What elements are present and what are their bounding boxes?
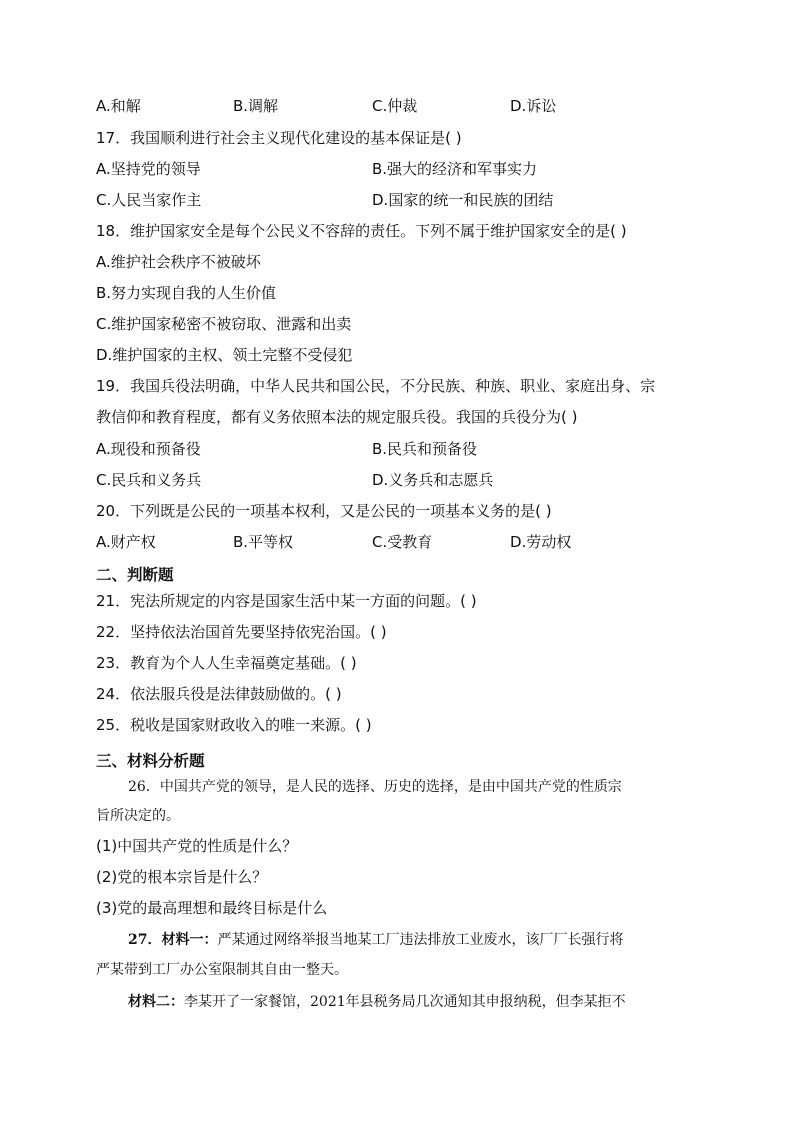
q23-item: 23．教育为个人人生幸福奠定基础。( )	[96, 654, 357, 672]
q27-material2-text: 李某开了一家餐馆，2021年县税务局几次通知其申报纳税，但李某拒不	[184, 994, 626, 1010]
q20-option-c: C.受教育	[372, 533, 433, 551]
q17-option-a: A.坚持党的领导	[96, 160, 201, 178]
q19-option-b: B.民兵和预备役	[372, 440, 478, 458]
q21-item: 21．宪法所规定的内容是国家生活中某一方面的问题。( )	[96, 592, 477, 610]
q19-option-a: A.现役和预备役	[96, 440, 201, 458]
q17-option-b: B.强大的经济和军事实力	[372, 160, 538, 178]
q20-option-b: B.平等权	[233, 533, 294, 551]
q18-option-d: D.维护国家的主权、领土完整不受侵犯	[96, 346, 353, 364]
q19-stem-line1: 19．我国兵役法明确，中华人民共和国公民，不分民族、种族、职业、家庭出身、宗	[96, 377, 656, 395]
q17-option-d: D.国家的统一和民族的团结	[372, 191, 554, 209]
q20-option-a: A.财产权	[96, 533, 156, 551]
q26-question-2: (2)党的根本宗旨是什么？	[96, 868, 268, 886]
q19-option-d: D.义务兵和志愿兵	[372, 471, 494, 489]
q20-option-d: D.劳动权	[510, 533, 572, 551]
q17-stem: 17．我国顺利进行社会主义现代化建设的基本保证是( )	[96, 129, 462, 147]
q24-item: 24．依法服兵役是法律鼓励做的。( )	[96, 685, 342, 703]
q18-option-c: C.维护国家秘密不被窃取、泄露和出卖	[96, 315, 352, 333]
q26-question-3: (3)党的最高理想和最终目标是什么	[96, 899, 328, 917]
q26-material-line1: 26．中国共产党的领导，是人民的选择、历史的选择，是由中国共产党的性质宗	[128, 779, 622, 795]
q27-material2-line1	[128, 992, 626, 1012]
q19-stem-line2: 教信仰和教育程度，都有义务依照本法的规定服兵役。我国的兵役分为( )	[96, 408, 578, 426]
q27-material1-label: 27．材料一：	[128, 932, 218, 948]
q16-option-a: A.和解	[96, 97, 141, 115]
q27-material1-line1	[128, 930, 623, 950]
q18-option-a: A.维护社会秩序不被破坏	[96, 253, 261, 271]
q18-option-b: B.努力实现自我的人生价值	[96, 284, 277, 302]
q16-option-b: B.调解	[233, 97, 279, 115]
q25-item: 25．税收是国家财政收入的唯一来源。( )	[96, 716, 372, 734]
q16-option-c: C.仲裁	[372, 97, 418, 115]
q26-material-line2: 旨所决定的。	[96, 808, 180, 824]
q18-stem: 18．维护国家安全是每个公民义不容辞的责任。下列不属于维护国家安全的是( )	[96, 222, 627, 240]
q27-material1-line2: 严某带到工厂办公室限制其自由一整天。	[96, 962, 348, 978]
q27-material2-label: 材料二：	[128, 994, 184, 1010]
q16-option-d: D.诉讼	[510, 97, 557, 115]
q20-stem: 20．下列既是公民的一项基本权利，又是公民的一项基本义务的是( )	[96, 502, 552, 520]
q19-option-c: C.民兵和义务兵	[96, 471, 202, 489]
q22-item: 22．坚持依法治国首先要坚持依宪治国。( )	[96, 623, 387, 641]
section2-title: 二、判断题	[96, 566, 174, 584]
q26-question-1: (1)中国共产党的性质是什么？	[96, 837, 298, 855]
q27-material1-text: 严某通过网络举报当地某工厂违法排放工业废水，该厂厂长强行将	[217, 932, 624, 948]
q17-option-c: C.人民当家作主	[96, 191, 202, 209]
section3-title: 三、材料分析题	[96, 752, 205, 770]
